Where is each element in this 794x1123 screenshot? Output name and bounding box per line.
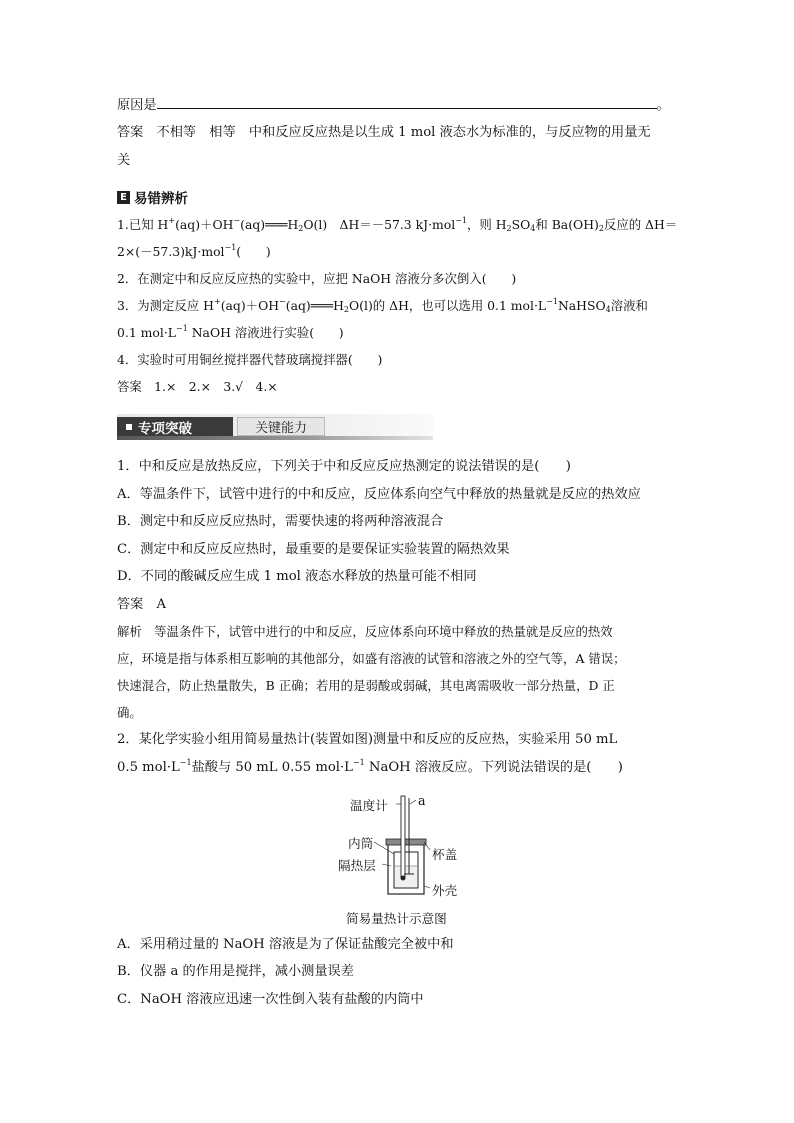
q1-analysis-line4: 确。 <box>117 705 142 720</box>
leader-shell <box>424 886 430 888</box>
text: 盐酸与 50 mL 0.55 mol·L <box>191 760 353 775</box>
banner-left-label: 专项突破 <box>138 420 192 437</box>
q2-option-c: C．NaOH 溶液应迅速一次性倒入装有盐酸的内筒中 <box>117 992 424 1007</box>
liquid <box>395 866 417 887</box>
text: ，则 H <box>467 217 507 232</box>
text: (aq)＋OH <box>220 298 280 313</box>
text: (aq)═══H <box>285 298 344 313</box>
leader-insulation <box>382 864 391 866</box>
error-section-heading <box>117 188 188 206</box>
text: 0.1 mol·L <box>117 325 176 340</box>
label-a: a <box>418 793 426 808</box>
error-q1-line1 <box>117 216 677 234</box>
text: 3．为测定反应 H <box>117 298 214 313</box>
error-q3-line2 <box>117 324 344 342</box>
banner-underline <box>117 436 433 440</box>
sup: −1 <box>179 758 192 767</box>
answer-blank <box>157 96 657 109</box>
text: NaOH 溶液反应。下列说法错误的是( ) <box>364 760 623 775</box>
intro-answer-line1: 答案 不相等 相等 中和反应反应热是以生成 1 mol 液态水为标准的，与反应物的用量无 <box>117 125 651 140</box>
text: SO <box>511 217 531 232</box>
banner-title <box>117 417 233 436</box>
thermometer <box>401 796 405 878</box>
section-e-icon: E <box>117 191 130 204</box>
q1-answer: 答案 A <box>117 597 167 612</box>
q1-option-a: A．等温条件下，试管中进行的中和反应，反应体系向空气中释放的热量就是反应的热效应 <box>117 487 641 502</box>
q2-stem-line2 <box>117 759 623 777</box>
q1-analysis-line1: 解析 等温条件下，试管中进行的中和反应，反应体系向环境中释放的热量就是反应的热效 <box>117 624 613 639</box>
sup: −1 <box>546 297 558 306</box>
leader-lid <box>424 842 430 850</box>
sub: 2 <box>506 224 512 233</box>
sub: 2 <box>343 305 349 314</box>
lid <box>386 839 426 845</box>
banner-tag: 关键能力 <box>237 417 325 436</box>
error-section-title: 易错辨析 <box>134 191 188 207</box>
figure-caption: 简易量热计示意图 <box>346 911 447 926</box>
q2-option-b: B．仪器 a 的作用是搅拌，减小测量误差 <box>117 964 354 979</box>
error-q3-line1 <box>117 297 648 315</box>
sup: −1 <box>455 216 467 225</box>
q1-stem: 1．中和反应是放热反应，下列关于中和反应反应热测定的说法错误的是( ) <box>117 459 571 474</box>
square-bullet-icon <box>126 424 132 430</box>
error-answer: 答案 1.× 2.× 3.√ 4.× <box>117 379 278 394</box>
text: O(l) ΔH＝－57.3 kJ·mol <box>303 217 456 232</box>
sub: 2 <box>598 224 604 233</box>
text: 2×(－57.3)kJ·mol <box>117 244 225 259</box>
text: 0.5 mol·L <box>117 760 180 775</box>
error-q1-line2 <box>117 243 271 261</box>
q2-option-a: A．采用稍过量的 NaOH 溶液是为了保证盐酸完全被中和 <box>117 937 454 952</box>
text: 和 Ba(OH) <box>535 217 599 232</box>
text: (aq)＋OH <box>175 217 234 232</box>
error-q4: 4．实验时可用铜丝搅拌器代替玻璃搅拌器( ) <box>117 352 383 367</box>
q2-stem-line1: 2．某化学实验小组用简易量热计(装置如图)测量中和反应的反应热，实验采用 50 mL <box>117 732 618 747</box>
sup: + <box>168 216 176 225</box>
sub: 4 <box>530 224 536 233</box>
label-lid: 杯盖 <box>432 847 458 862</box>
label-insulation: 隔热层 <box>338 858 376 873</box>
text: NaOH 溶液进行实验( ) <box>187 325 344 340</box>
intro-answer-line2: 关 <box>117 153 131 168</box>
text: O(l)的 ΔH，也可以选用 0.1 mol·L <box>349 298 547 313</box>
sup: − <box>279 297 286 306</box>
label-inner-cylinder: 内筒 <box>348 836 374 851</box>
q1-option-b: B．测定中和反应反应热时，需要快速的将两种溶液混合 <box>117 514 444 529</box>
thermometer-bulb <box>401 876 406 881</box>
section-banner <box>117 414 433 440</box>
label-thermometer: 温度计 <box>350 798 388 813</box>
sub: 2 <box>298 224 304 233</box>
q1-analysis-line3: 快速混合，防止热量散失，B 正确；若用的是弱酸或弱碱，其电离需吸收一部分热量，D 正 <box>117 678 615 693</box>
text: 1.已知 H <box>117 217 169 232</box>
sup: −1 <box>224 243 237 252</box>
text: 溶液和 <box>610 298 648 313</box>
q1-option-c: C．测定中和反应反应热时，最重要的是要保证实验装置的隔热效果 <box>117 542 510 557</box>
q1-analysis-line2: 应，环境是指与体系相互影响的其他部分，如盛有溶液的试管和溶液之外的空气等，A 错误； <box>117 651 626 666</box>
reason-label: 原因是 <box>117 98 157 113</box>
leader-a <box>410 800 416 804</box>
q1-option-d: D．不同的酸碱反应生成 1 mol 液态水释放的热量可能不相同 <box>117 569 477 584</box>
text: 反应的 ΔH＝ <box>603 217 678 232</box>
sub: 4 <box>605 305 611 314</box>
text: (aq)═══H <box>240 217 299 232</box>
sup: −1 <box>175 324 188 333</box>
sup: − <box>233 216 241 225</box>
label-shell: 外壳 <box>432 883 458 898</box>
text: NaHSO <box>557 298 606 313</box>
error-q2: 2．在测定中和反应反应热的实验中，应把 NaOH 溶液分多次倒入( ) <box>117 271 517 286</box>
text: ( ) <box>236 244 271 259</box>
reason-end: 。 <box>656 98 670 113</box>
sup: + <box>213 297 221 306</box>
calorimeter-figure <box>330 792 470 927</box>
reason-line <box>117 96 670 115</box>
sup: −1 <box>352 758 365 767</box>
